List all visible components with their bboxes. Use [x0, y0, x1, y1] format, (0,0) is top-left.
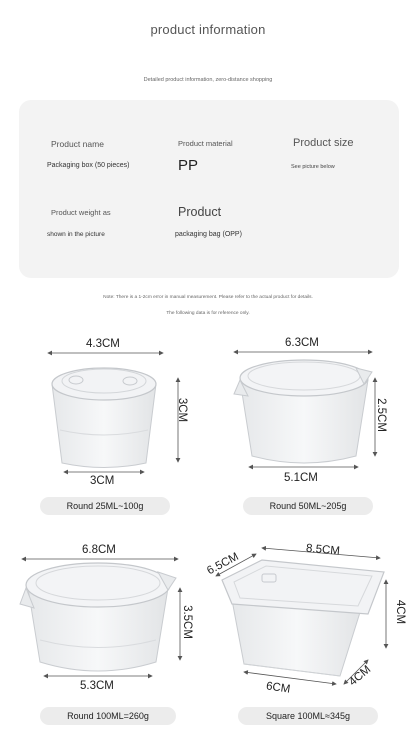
- dim-diag-4: 6.5CM: [205, 550, 241, 578]
- dim-top-4: 8.5CM: [305, 542, 341, 558]
- product-name-label: Product name: [51, 139, 104, 149]
- dim-bottom-2: 5.1CM: [284, 472, 318, 484]
- caption-4: Square 100ML≈345g: [238, 707, 378, 725]
- round-100ml-container: [20, 563, 176, 671]
- product-material-label: Product material: [178, 139, 233, 148]
- round-25ml-container: [52, 368, 156, 468]
- product-size-value: See picture below: [291, 164, 335, 170]
- product-name-value: Packaging box (50 pieces): [47, 162, 130, 169]
- round-50ml-container: [234, 360, 372, 463]
- dim-top-3: 6.8CM: [82, 544, 116, 556]
- caption-3: Round 100ML=260g: [40, 707, 176, 725]
- page-subtitle: Detailed product information, zero-distance shopping: [143, 77, 273, 83]
- dim-top-2: 6.3CM: [285, 337, 319, 349]
- product-material-value: PP: [178, 157, 199, 174]
- product-packaging-label: Product: [178, 205, 222, 219]
- dim-top-1: 4.3CM: [86, 338, 120, 350]
- product-size-label: Product size: [293, 137, 354, 149]
- dim-height-1: 3CM: [176, 397, 189, 423]
- dim-height-3: 3.5CM: [180, 605, 193, 639]
- dim-bottom-1: 3CM: [90, 475, 115, 487]
- caption-2: Round 50ML~205g: [243, 497, 373, 515]
- product-packaging-value: packaging bag (OPP): [175, 231, 242, 238]
- dim-height-2: 2.5CM: [374, 398, 387, 432]
- reference-note: The following data is for reference only.: [166, 311, 250, 316]
- measurement-note: Note: There is a 1-2cm error in manual measurement. Please refer to the actual product for details.: [103, 295, 313, 300]
- product-weight-value: shown in the picture: [47, 231, 105, 238]
- dim-bottom-4: 6CM: [265, 680, 291, 696]
- page-title: product information: [150, 22, 266, 37]
- square-100ml-container: [222, 560, 384, 676]
- dim-height-4: 4CM: [394, 599, 407, 625]
- caption-1: Round 25ML~100g: [40, 497, 170, 515]
- dim-depth-4: 4CM: [346, 663, 374, 689]
- product-weight-label: Product weight as: [51, 208, 111, 217]
- dim-bottom-3: 5.3CM: [80, 680, 114, 692]
